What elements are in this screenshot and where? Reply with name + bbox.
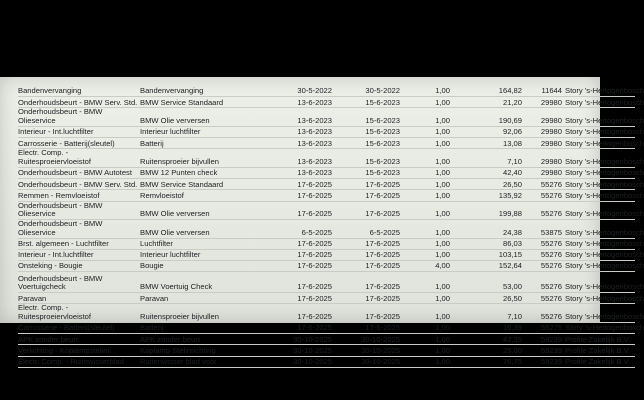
- row-dealer: Profile Zakelijk B.V.: [565, 334, 635, 345]
- row-quantity: 1,00: [404, 201, 452, 220]
- row-quantity: 1,00: [404, 220, 452, 239]
- row-quantity: 1,00: [404, 249, 452, 260]
- row-date-start: 17-6-2025: [266, 293, 336, 304]
- row-amount: 92,06: [452, 126, 524, 137]
- row-date-end: 30-10-2025: [336, 345, 404, 356]
- row-date-start: 30-10-2025: [266, 345, 336, 356]
- row-description: Onderhoudsbeurt - BMW Serv. Std.: [18, 97, 140, 108]
- row-activity: Interieur luchtfilter: [140, 126, 266, 137]
- row-amount: 42,40: [452, 167, 524, 178]
- row-date-end: 17-6-2025: [336, 323, 404, 334]
- row-amount: 16,39: [452, 323, 524, 334]
- row-activity: Batterij: [140, 323, 266, 334]
- row-quantity: 1,00: [404, 304, 452, 323]
- table-row: [18, 304, 635, 323]
- row-activity: Batterij: [140, 138, 266, 149]
- row-description: Brst. algemeen - Luchtfilter: [18, 238, 140, 249]
- row-amount: 26,50: [452, 179, 524, 190]
- row-description: Onderhoudsbeurt - BMW Autotest: [18, 167, 140, 178]
- row-date-start: 17-6-2025: [266, 238, 336, 249]
- row-description: Onderhoudsbeurt - BMW Olieservice: [18, 108, 140, 127]
- row-amount: 7,10: [452, 149, 524, 168]
- row-amount: 25,00: [452, 345, 524, 356]
- row-activity: Bandenvervanging: [140, 86, 266, 97]
- service-history-table: [18, 86, 644, 368]
- table-row: [18, 149, 635, 168]
- row-amount: 135,92: [452, 190, 524, 201]
- row-amount: 190,69: [452, 108, 524, 127]
- row-description: Bandenvervanging: [18, 86, 140, 97]
- row-quantity: 1,00: [404, 356, 452, 367]
- row-order-code: 29980: [524, 167, 565, 178]
- row-date-end: 30-5-2022: [336, 86, 404, 97]
- row-amount: 53,00: [452, 272, 524, 293]
- row-description: Onsteking - Bougie: [18, 261, 140, 272]
- service-history-sheet: [0, 77, 644, 366]
- row-quantity: 1,00: [404, 108, 452, 127]
- row-dealer: Story 's-Hertogenbosch: [565, 190, 644, 200]
- table-row: [18, 126, 635, 137]
- row-date-start: 17-6-2025: [266, 323, 336, 334]
- table-row: [18, 97, 635, 108]
- row-dealer: Story 's-Hertogenbosch: [565, 272, 635, 293]
- row-description: Onderhoudsbeurt - BMW Serv. Std.: [18, 179, 140, 190]
- row-activity: Paravan: [140, 293, 266, 304]
- row-date-end: 30-10-2025: [336, 356, 404, 367]
- row-amount: 103,15: [452, 249, 524, 260]
- row-amount: 26,50: [452, 293, 524, 304]
- row-dealer: Story 's-Hertogenbosch: [565, 108, 635, 127]
- row-description: Electr. Comp. - Ruitewisserblad: [18, 356, 140, 367]
- table-row: [18, 86, 635, 97]
- row-activity: Ruitensproeier bijvullen: [140, 304, 266, 323]
- row-activity: Ruitenwisser blad voor: [140, 356, 266, 367]
- row-date-end: 17-6-2025: [336, 272, 404, 293]
- row-activity: Remvloeistof: [140, 190, 266, 201]
- table-row: [18, 261, 635, 272]
- row-date-start: 30-5-2022: [266, 86, 336, 97]
- row-quantity: 1,00: [404, 97, 452, 108]
- row-description: Paravan: [18, 293, 140, 304]
- row-order-code: 53875: [524, 220, 565, 239]
- row-order-code: 55276: [524, 179, 565, 190]
- row-order-code: 55276: [524, 201, 565, 220]
- row-activity: Koplamp Stelinrichting: [140, 345, 266, 356]
- table-row: [18, 249, 635, 260]
- row-date-end: 15-6-2023: [336, 108, 404, 127]
- row-order-code: 55276: [524, 272, 565, 293]
- row-description: Onderhoudsbeurt - BMW Voertuigcheck: [18, 272, 140, 293]
- row-activity: Bougie: [140, 261, 266, 272]
- row-dealer: Profile Zakelijk B.V.: [565, 356, 635, 367]
- table-row: [18, 201, 635, 220]
- row-order-code: 59239: [524, 334, 565, 345]
- row-amount: 86,03: [452, 238, 524, 249]
- row-date-start: 13-6-2023: [266, 138, 336, 149]
- row-order-code: 55276: [524, 323, 565, 334]
- row-quantity: 1,00: [404, 334, 452, 345]
- table-row: [18, 108, 635, 127]
- row-activity: BMW Olie verversen: [140, 201, 266, 220]
- row-date-end: 17-6-2025: [336, 201, 404, 220]
- row-description: Onderhoudsbeurt - BMW Olieservice: [18, 201, 140, 220]
- row-date-start: 13-6-2023: [266, 149, 336, 168]
- row-dealer: Story 's-Hertogenbosch: [565, 86, 644, 96]
- row-date-end: 15-6-2023: [336, 149, 404, 168]
- row-date-end: 15-6-2023: [336, 138, 404, 149]
- row-date-start: 13-6-2023: [266, 126, 336, 137]
- table-row: [18, 334, 635, 345]
- row-activity: Interieur luchtfilter: [140, 249, 266, 260]
- table-row: [18, 345, 635, 356]
- row-quantity: 1,00: [404, 345, 452, 356]
- row-description: Electr. Comp. - Ruitesproeiervloeistof: [18, 149, 140, 168]
- row-order-code: 55276: [524, 304, 565, 323]
- row-date-end: 17-6-2025: [336, 261, 404, 272]
- row-date-end: 17-6-2025: [336, 238, 404, 249]
- row-dealer: Story 's-Hertogenbosch: [565, 127, 644, 137]
- row-description: Interieur - Int.luchtfilter: [18, 126, 140, 137]
- row-date-start: 17-6-2025: [266, 249, 336, 260]
- row-amount: 42,35: [452, 334, 524, 345]
- row-date-start: 30-10-2025: [266, 334, 336, 345]
- row-description: Interieur - Int.luchtfilter: [18, 249, 140, 260]
- row-quantity: 1,00: [404, 149, 452, 168]
- row-quantity: 1,00: [404, 126, 452, 137]
- row-date-end: 17-6-2025: [336, 293, 404, 304]
- row-description: Carrosserie - Batterij(sleutel): [18, 138, 140, 149]
- row-order-code: 29980: [524, 138, 565, 149]
- row-quantity: 1,00: [404, 86, 452, 97]
- row-dealer: Story 's-Hertogenbosch: [565, 293, 644, 303]
- row-order-code: 29980: [524, 108, 565, 127]
- row-dealer: Story 's-Hertogenbosch: [565, 261, 644, 271]
- row-dealer: Story 's-Hertogenbosch: [565, 239, 644, 249]
- table-row: [18, 272, 635, 293]
- table-row: [18, 356, 635, 367]
- table-row: [18, 238, 635, 249]
- row-amount: 24,38: [452, 220, 524, 239]
- row-date-start: 13-6-2023: [266, 108, 336, 127]
- row-activity: BMW Olie verversen: [140, 108, 266, 127]
- row-quantity: 4,00: [404, 261, 452, 272]
- row-activity: Luchtfilter: [140, 238, 266, 249]
- row-dealer: Story 's-Hertogenbosch: [565, 220, 635, 239]
- row-description: Remmen - Remvloeistof: [18, 190, 140, 201]
- row-date-start: 17-6-2025: [266, 190, 336, 201]
- row-quantity: 1,00: [404, 138, 452, 149]
- row-quantity: 1,00: [404, 238, 452, 249]
- row-order-code: 55276: [524, 190, 565, 201]
- row-date-start: 17-6-2025: [266, 272, 336, 293]
- table-row: [18, 167, 635, 178]
- row-activity: Ruitensproeier bijvullen: [140, 149, 266, 168]
- row-amount: 199,88: [452, 201, 524, 220]
- row-dealer: Story 's-Hertogenbosch: [565, 250, 644, 260]
- row-date-start: 30-10-2025: [266, 356, 336, 367]
- row-order-code: 11644: [524, 86, 565, 97]
- row-dealer: Story 's-Hertogenbosch: [565, 179, 644, 189]
- row-order-code: 29980: [524, 126, 565, 137]
- row-quantity: 1,00: [404, 272, 452, 293]
- row-amount: 7,10: [452, 304, 524, 323]
- row-activity: BMW Olie verversen: [140, 220, 266, 239]
- row-dealer: Story 's-Hertogenbosch: [565, 97, 644, 107]
- row-quantity: 1,00: [404, 293, 452, 304]
- table-row: [18, 190, 635, 201]
- row-description: Electr. Comp. - Ruitesproeiervloeistof: [18, 304, 140, 323]
- row-order-code: 59239: [524, 345, 565, 356]
- row-order-code: 29980: [524, 149, 565, 168]
- row-dealer: Profile Zakelijk B.V.: [565, 345, 635, 356]
- row-date-start: 17-6-2025: [266, 179, 336, 190]
- row-activity: BMW Service Standaard: [140, 179, 266, 190]
- row-activity: BMW Voertuig Check: [140, 272, 266, 293]
- row-order-code: 59239: [524, 356, 565, 367]
- row-date-end: 17-6-2025: [336, 190, 404, 201]
- row-dealer: Story 's-Hertogenbosch: [565, 149, 635, 168]
- row-date-start: 6-5-2025: [266, 220, 336, 239]
- row-date-end: 17-6-2025: [336, 249, 404, 260]
- row-date-start: 13-6-2023: [266, 97, 336, 108]
- table-row: [18, 220, 635, 239]
- row-dealer: Story 's-Hertogenbosch: [565, 304, 635, 323]
- row-activity: APK zonder beurt: [140, 334, 266, 345]
- row-date-start: 17-6-2025: [266, 304, 336, 323]
- row-amount: 152,64: [452, 261, 524, 272]
- row-description: Carrosserie - Batterij(sleutel): [18, 323, 140, 334]
- row-order-code: 55276: [524, 261, 565, 272]
- service-history-rows: [18, 86, 644, 367]
- row-dealer: Story 's-Hertogenbosch: [565, 201, 635, 220]
- table-row: [18, 138, 635, 149]
- row-date-start: 17-6-2025: [266, 201, 336, 220]
- row-date-end: 6-5-2025: [336, 220, 404, 239]
- row-description: Verlichting - Koplampstelinr.: [18, 345, 140, 356]
- row-quantity: 1,00: [404, 323, 452, 334]
- row-quantity: 1,00: [404, 167, 452, 178]
- row-dealer: Story 's-Hertogenbosch: [565, 323, 644, 333]
- row-order-code: 55276: [524, 293, 565, 304]
- row-quantity: 1,00: [404, 179, 452, 190]
- row-date-end: 30-10-2025: [336, 334, 404, 345]
- row-dealer: Story 's-Hertogenbosch: [565, 138, 644, 148]
- row-quantity: 1,00: [404, 190, 452, 201]
- row-amount: 76,75: [452, 356, 524, 367]
- table-row: [18, 293, 635, 304]
- row-dealer: Story 's-Hertogenbosch: [565, 168, 644, 178]
- row-activity: BMW Service Standaard: [140, 97, 266, 108]
- row-amount: 164,82: [452, 86, 524, 97]
- row-date-end: 15-6-2023: [336, 97, 404, 108]
- row-description: Onderhoudsbeurt - BMW Olieservice: [18, 220, 140, 239]
- table-row: [18, 179, 635, 190]
- row-order-code: 55276: [524, 238, 565, 249]
- row-date-end: 15-6-2023: [336, 167, 404, 178]
- row-date-start: 17-6-2025: [266, 261, 336, 272]
- row-activity: BMW 12 Punten check: [140, 167, 266, 178]
- row-amount: 13,08: [452, 138, 524, 149]
- row-date-end: 15-6-2023: [336, 126, 404, 137]
- row-amount: 21,20: [452, 97, 524, 108]
- row-date-start: 13-6-2023: [266, 167, 336, 178]
- row-date-end: 17-6-2025: [336, 179, 404, 190]
- row-order-code: 55276: [524, 249, 565, 260]
- row-order-code: 29980: [524, 97, 565, 108]
- row-date-end: 17-6-2025: [336, 304, 404, 323]
- table-row: [18, 323, 635, 334]
- row-description: APK zonder beurt: [18, 334, 140, 345]
